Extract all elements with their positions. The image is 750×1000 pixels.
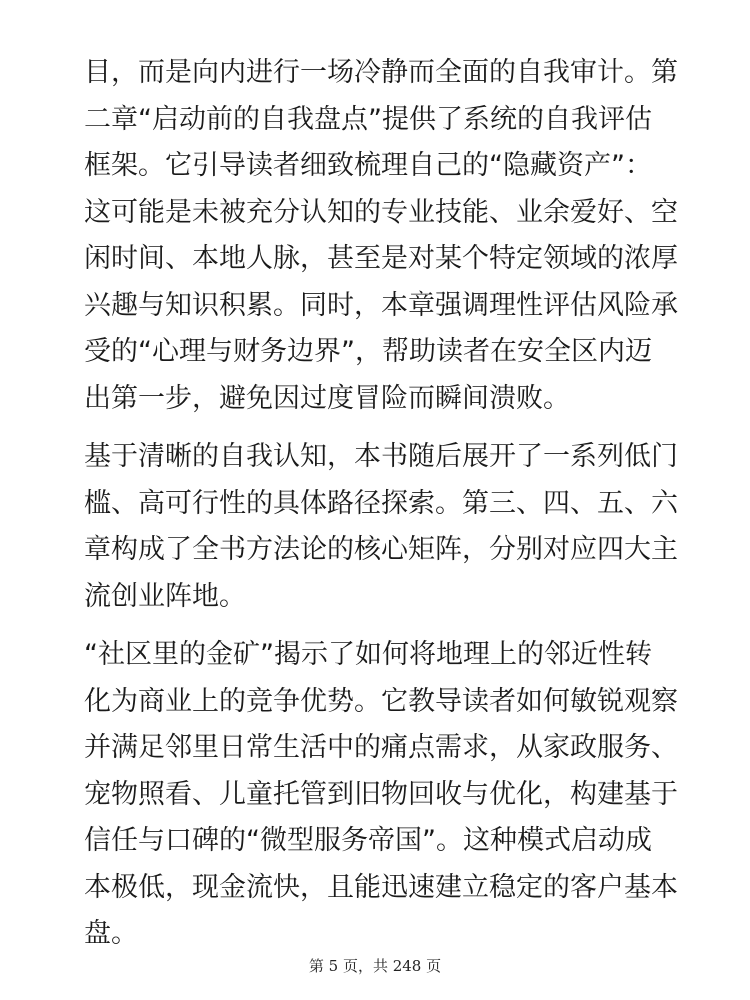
text-line: 闲时间、本地人脉，甚至是对某个特定领域的浓厚: [84, 243, 678, 274]
text-line: 章构成了全书方法论的核心矩阵，分别对应四大主: [84, 534, 678, 565]
text-line: 信任与口碑的“微型服务帝国”。这种模式启动成: [84, 825, 652, 856]
text-line: 兴趣与知识积累。同时，本章强调理性评估风险承: [84, 289, 678, 321]
body-text: [84, 50, 684, 958]
text-line: 受的“心理与财务边界”，帮助读者在安全区内迈: [84, 336, 652, 367]
text-line: “社区里的金矿”揭示了如何将地理上的邻近性转: [84, 639, 652, 670]
paragraph-1: [84, 50, 684, 422]
text-line: 二章“启动前的自我盘点”提供了系统的自我评估: [84, 103, 652, 135]
paragraph-spacer: [84, 620, 684, 632]
text-line: 目，而是向内进行一场冷静而全面的自我审计。第: [84, 57, 678, 88]
text-line: 这可能是未被充分认知的专业技能、业余爱好、空: [84, 196, 678, 228]
paragraph-spacer: [84, 422, 684, 434]
text-line: 出第一步，避免因过度冒险而瞬间溃败。: [84, 382, 570, 414]
text-line: 化为商业上的竞争优势。它教导读者如何敏锐观察: [84, 685, 678, 717]
text-line: 盘。: [84, 918, 138, 949]
paragraph-2: [84, 434, 684, 620]
text-line: 流创业阵地。: [84, 580, 246, 612]
page-number-footer: 第 5 页，共 248 页: [308, 957, 442, 975]
text-line: 本极低，现金流快，且能迅速建立稳定的客户基本: [84, 871, 678, 903]
text-line: 并满足邻里日常生活中的痛点需求，从家政服务、: [84, 732, 678, 763]
text-line: 基于清晰的自我认知，本书随后展开了一系列低门: [84, 441, 678, 472]
text-line: 槛、高可行性的具体路径探索。第三、四、五、六: [84, 487, 678, 519]
text-line: 宠物照看、儿童托管到旧物回收与优化，构建基于: [84, 778, 678, 810]
text-line: 框架。它引导读者细致梳理自己的“隐藏资产”：: [84, 150, 652, 181]
paragraph-3: [84, 632, 684, 958]
